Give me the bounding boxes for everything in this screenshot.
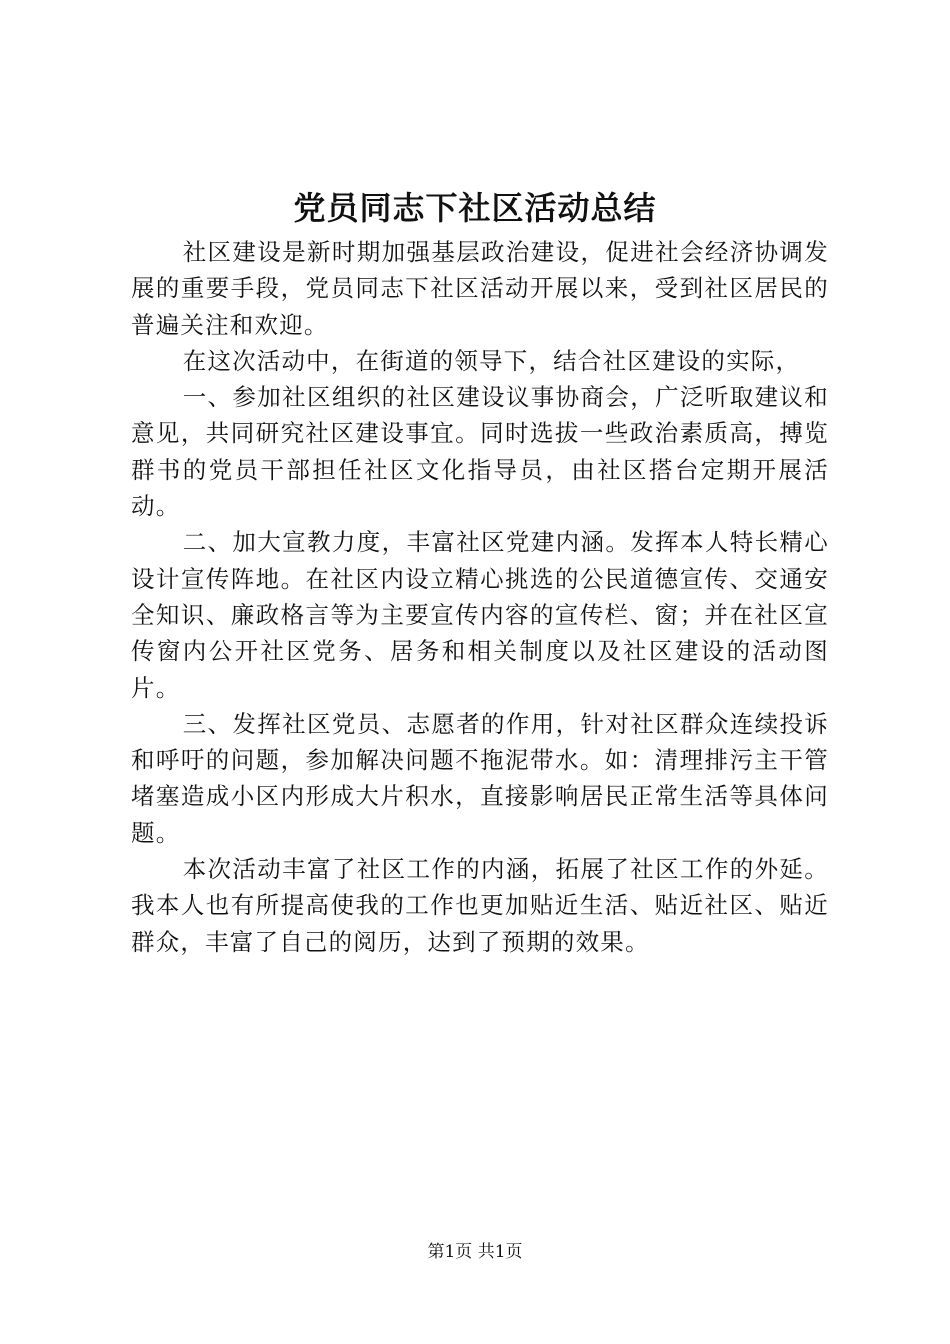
paragraph-item-1: 一、参加社区组织的社区建设议事协商会，广泛听取建议和意见，共同研究社区建设事宜。同时选拔一些政治素质高，搏览群书的党员干部担任社区文化指导员，由社区搭台定期开展活动。	[131, 383, 829, 521]
page-footer: 第1页 共1页	[427, 1242, 523, 1262]
document-title: 党员同志下社区活动总结	[293, 189, 657, 227]
paragraph-intro: 社区建设是新时期加强基层政治建设，促进社会经济协调发展的重要手段，党员同志下社区活动开展以来，受到社区居民的普遍关注和欢迎。	[131, 238, 829, 339]
paragraph-item-2: 二、加大宣教力度，丰富社区党建内涵。发挥本人特长精心设计宣传阵地。在社区内设立精心挑选的公民道德宣传、交通安全知识、廉政格言等为主要宣传内容的宣传栏、窗；并在社区宣传窗内公开社区党务、居务和相关制度以及社区建设的活动图片。	[131, 528, 829, 702]
paragraph-context: 在这次活动中，在街道的领导下，结合社区建设的实际，	[182, 346, 801, 375]
paragraph-item-3: 三、发挥社区党员、志愿者的作用，针对社区群众连续投诉和呼吁的问题，参加解决问题不拖泥带水。如：清理排污主干管堵塞造成小区内形成大片积水，直接影响居民正常生活等具体问题。	[131, 709, 829, 847]
document-body	[131, 234, 829, 960]
paragraph-conclusion: 本次活动丰富了社区工作的内涵，拓展了社区工作的外延。我本人也有所提高使我的工作也更加贴近生活、贴近社区、贴近群众，丰富了自己的阅历，达到了预期的效果。	[131, 855, 829, 956]
